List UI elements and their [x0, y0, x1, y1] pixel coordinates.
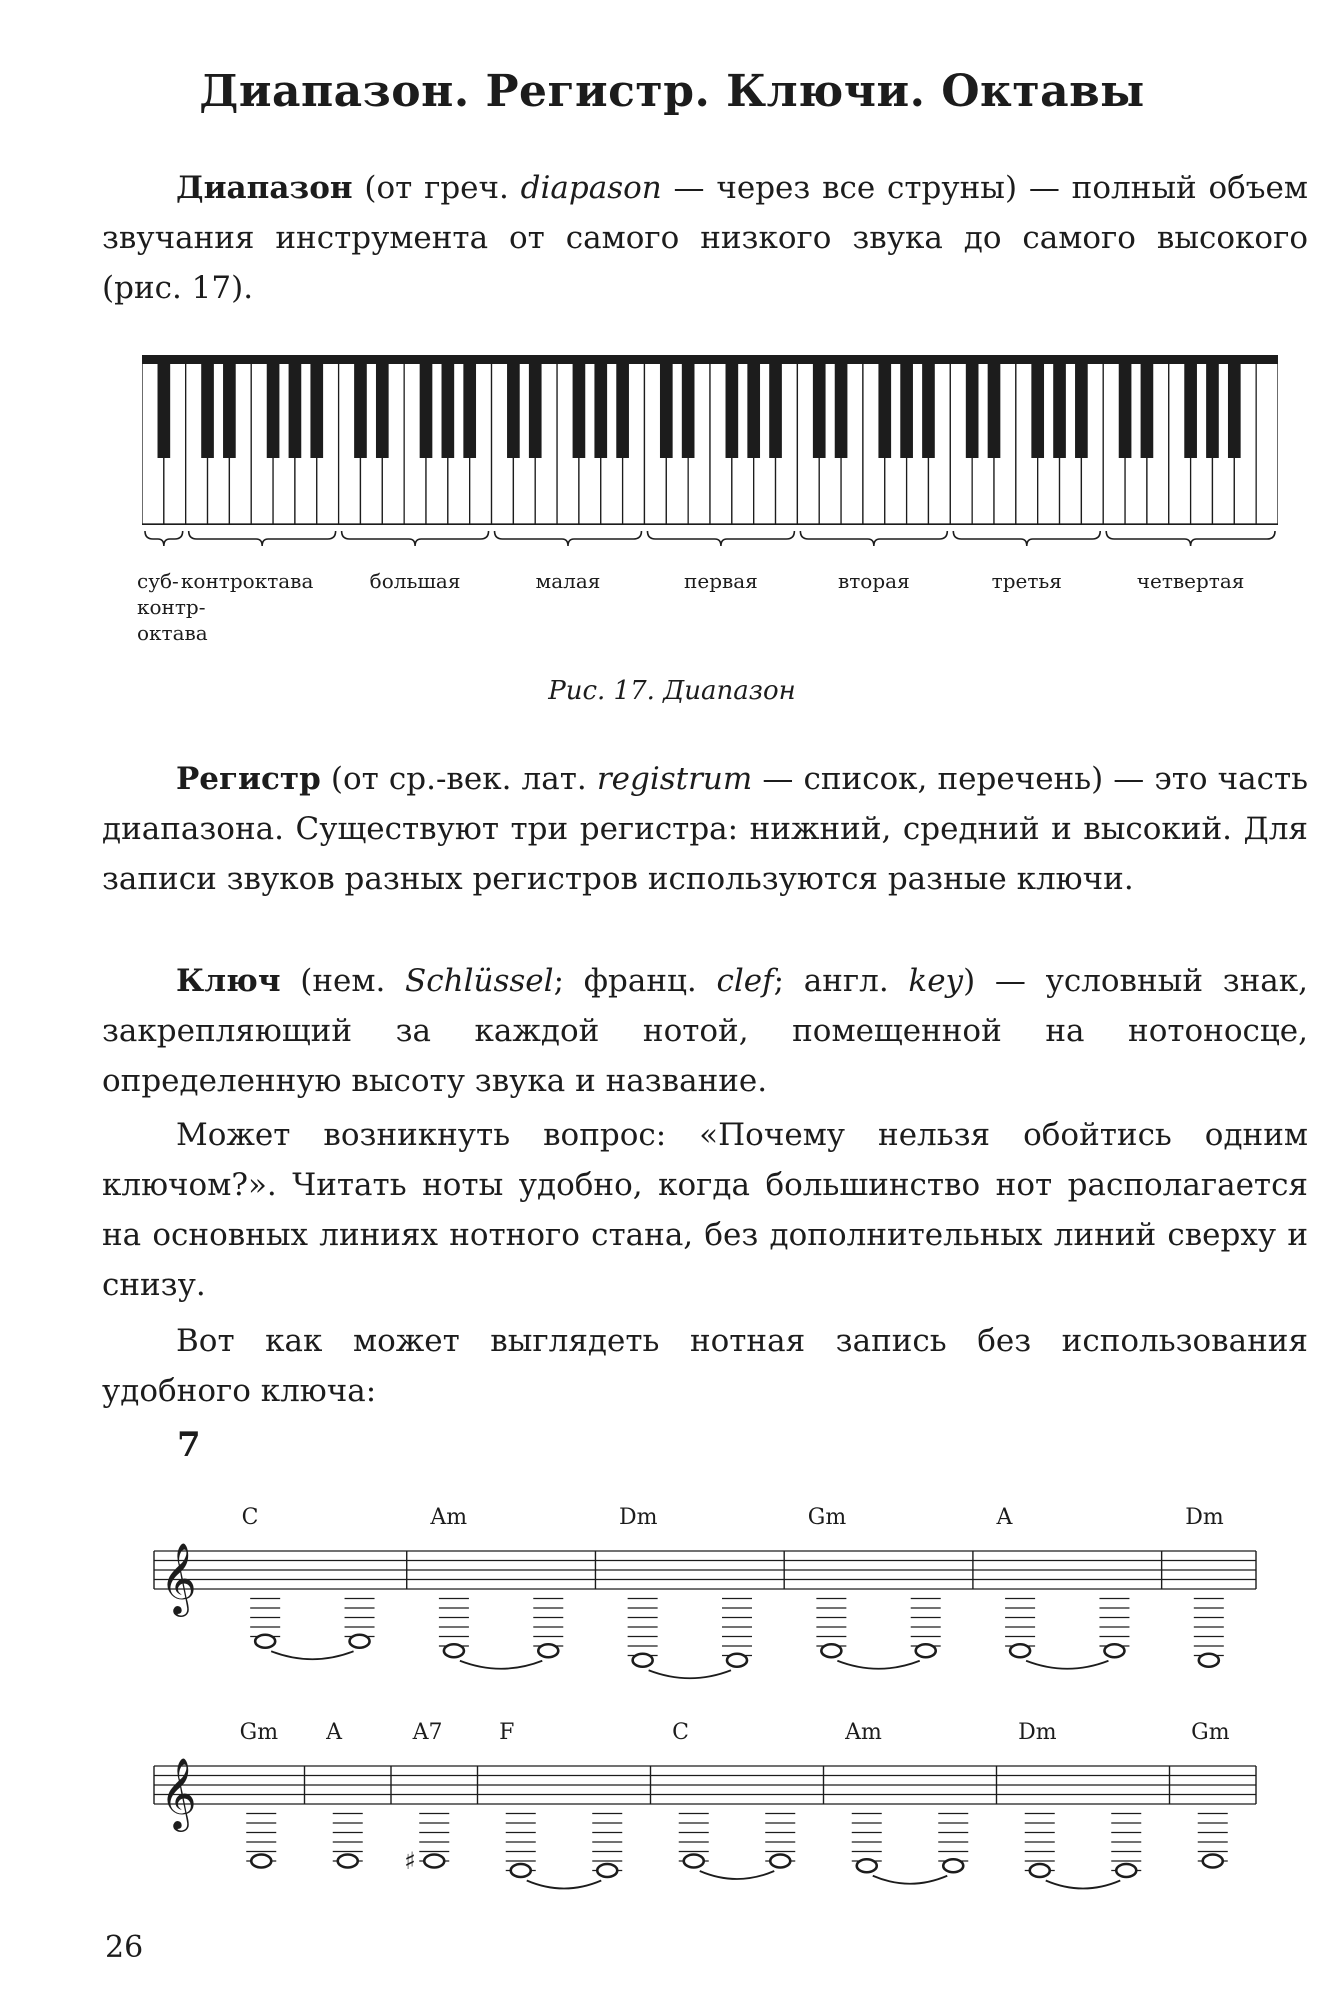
black-key	[682, 356, 695, 458]
paragraph-text: (от ср.-век. лат.	[320, 761, 597, 797]
octave-label: суб- контр- октава	[137, 569, 208, 645]
treble-clef-icon: 𝄞	[160, 1756, 197, 1829]
octave-labels	[137, 525, 1278, 645]
whole-note	[857, 1859, 877, 1872]
chord-symbol: Am	[430, 1505, 468, 1530]
whole-note	[350, 1635, 370, 1648]
whole-note	[1199, 1654, 1219, 1667]
whole-note	[597, 1864, 617, 1877]
black-key	[354, 356, 367, 458]
tie	[700, 1871, 775, 1879]
chord-symbol: A	[326, 1720, 343, 1745]
black-key	[616, 356, 629, 458]
black-key	[420, 356, 433, 458]
music-staff-1	[150, 1535, 1260, 1715]
black-key	[310, 356, 323, 458]
octave-label: малая	[535, 569, 601, 593]
chord-symbol: F	[499, 1720, 515, 1745]
tie	[649, 1670, 731, 1678]
chord-symbol: A7	[412, 1720, 443, 1745]
black-key	[747, 356, 760, 458]
whole-note	[1010, 1644, 1030, 1657]
black-key	[463, 356, 476, 458]
whole-note	[511, 1864, 531, 1877]
black-key	[1031, 356, 1044, 458]
black-key	[1075, 356, 1088, 458]
music-staff-2	[150, 1750, 1260, 1930]
black-key	[267, 356, 280, 458]
tie	[527, 1881, 602, 1889]
whole-note	[916, 1644, 936, 1657]
whole-note	[770, 1855, 790, 1868]
chord-symbol: Gm	[807, 1505, 847, 1530]
octave-brace	[647, 531, 794, 546]
octave-brace	[145, 531, 183, 546]
chord-symbol: Dm	[619, 1505, 658, 1530]
term-register: Регистр	[176, 761, 321, 797]
page-title: Диапазон. Регистр. Ключи. Октавы	[199, 66, 1145, 117]
whole-note	[538, 1644, 558, 1657]
octave-brace	[1106, 531, 1275, 546]
paragraph-text: (от греч.	[352, 170, 521, 206]
black-key	[1206, 356, 1219, 458]
black-key	[1141, 356, 1154, 458]
octave-brace	[342, 531, 489, 546]
white-key	[1256, 356, 1278, 524]
chord-symbol: Gm	[1191, 1720, 1230, 1745]
octave-label: вторая	[837, 569, 910, 593]
black-key	[988, 356, 1001, 458]
whole-note	[943, 1859, 963, 1872]
chord-symbol: Gm	[239, 1720, 279, 1745]
example-number: 7	[177, 1425, 201, 1465]
octave-label: большая	[369, 569, 461, 593]
tie	[873, 1876, 948, 1884]
octave-brace	[189, 531, 336, 546]
foreign-word: registrum	[596, 761, 753, 797]
whole-note	[821, 1644, 841, 1657]
paragraph-text: — список, перечень) — это часть диапазона. Существуют три регистра: нижний, средний и высокий. Для записи звуков разных регистров используются разные ключи.	[102, 761, 1308, 897]
whole-note	[633, 1654, 653, 1667]
whole-note	[338, 1855, 358, 1868]
black-key	[376, 356, 389, 458]
paragraph-text: ; англ.	[773, 963, 909, 999]
black-key	[289, 356, 302, 458]
foreign-word: clef	[716, 963, 774, 999]
whole-note	[1203, 1855, 1223, 1868]
paragraph-clef	[102, 956, 1308, 1106]
chord-symbol: Dm	[1018, 1720, 1057, 1745]
black-key	[529, 356, 542, 458]
chord-symbol: C	[241, 1505, 259, 1530]
whole-note	[424, 1855, 444, 1868]
whole-note	[1116, 1864, 1136, 1877]
page-number: 26	[105, 1930, 144, 1965]
whole-note	[684, 1855, 704, 1868]
black-key	[726, 356, 739, 458]
keyboard-top-bar	[142, 355, 1278, 364]
tie	[460, 1661, 542, 1669]
black-key	[900, 356, 913, 458]
black-key	[507, 356, 520, 458]
octave-label: третья	[991, 569, 1062, 593]
octave-label: контроктава	[180, 569, 314, 593]
black-key	[594, 356, 607, 458]
paragraph-register	[102, 754, 1308, 904]
paragraph-diapason	[102, 163, 1308, 313]
black-key	[1228, 356, 1241, 458]
chord-symbol: C	[672, 1720, 689, 1745]
whole-note	[444, 1644, 464, 1657]
paragraph-example-intro: Вот как может выглядеть нотная запись без использования удобного ключа:	[102, 1323, 1308, 1409]
black-key	[201, 356, 214, 458]
whole-note	[251, 1855, 271, 1868]
tie	[271, 1651, 353, 1659]
paragraph-question: Может возникнуть вопрос: «Почему нельзя обойтись одним ключом?». Читать ноты удобно, когда большинство нот располагается на основных линиях нотного стана, без дополнительных линий сверху и снизу.	[102, 1117, 1308, 1303]
black-key	[878, 356, 891, 458]
term-clef: Ключ	[176, 963, 281, 999]
octave-brace	[953, 531, 1100, 546]
tie	[1046, 1881, 1121, 1889]
whole-note	[255, 1635, 275, 1648]
octave-braces	[142, 525, 1278, 555]
octave-brace	[800, 531, 947, 546]
piano-keyboard-figure	[142, 355, 1278, 525]
black-key	[660, 356, 673, 458]
whole-note	[1104, 1644, 1124, 1657]
octave-brace	[495, 531, 642, 546]
paragraph-text: (нем.	[280, 963, 406, 999]
foreign-word: key	[908, 963, 964, 999]
black-key	[813, 356, 826, 458]
whole-note	[727, 1654, 747, 1667]
chord-symbol: A	[996, 1505, 1013, 1530]
black-key	[158, 356, 171, 458]
chord-symbol: Am	[845, 1720, 882, 1745]
whole-note	[1030, 1864, 1050, 1877]
black-key	[922, 356, 935, 458]
black-key	[769, 356, 782, 458]
black-key	[223, 356, 236, 458]
black-key	[1119, 356, 1132, 458]
paragraph-text: — через все струны) — полный объем звучания инструмента от самого низкого звука до самого высокого (рис. 17).	[102, 170, 1308, 306]
black-key	[1184, 356, 1197, 458]
paragraph-text: ) — условный знак, закрепляющий за каждой нотой, помещенной на нотоносце, определенную высоту звука и название.	[102, 963, 1308, 1099]
octave-label: первая	[684, 569, 758, 593]
foreign-word: Schlüssel	[405, 963, 554, 999]
black-key	[442, 356, 455, 458]
black-key	[573, 356, 586, 458]
octave-label: четвертая	[1136, 569, 1245, 593]
black-key	[1053, 356, 1066, 458]
chord-symbol: Dm	[1185, 1505, 1224, 1530]
foreign-word: diapason	[520, 170, 662, 206]
figure-caption: Рис. 17. Диапазон	[548, 676, 796, 706]
tie	[1026, 1661, 1108, 1669]
black-key	[835, 356, 848, 458]
treble-clef-icon: 𝄞	[160, 1541, 197, 1614]
tie	[837, 1661, 919, 1669]
paragraph-text: ; франц.	[553, 963, 717, 999]
term-diapason: Диапазон	[176, 170, 353, 206]
sharp-icon: ♯	[404, 1847, 416, 1875]
black-key	[966, 356, 979, 458]
